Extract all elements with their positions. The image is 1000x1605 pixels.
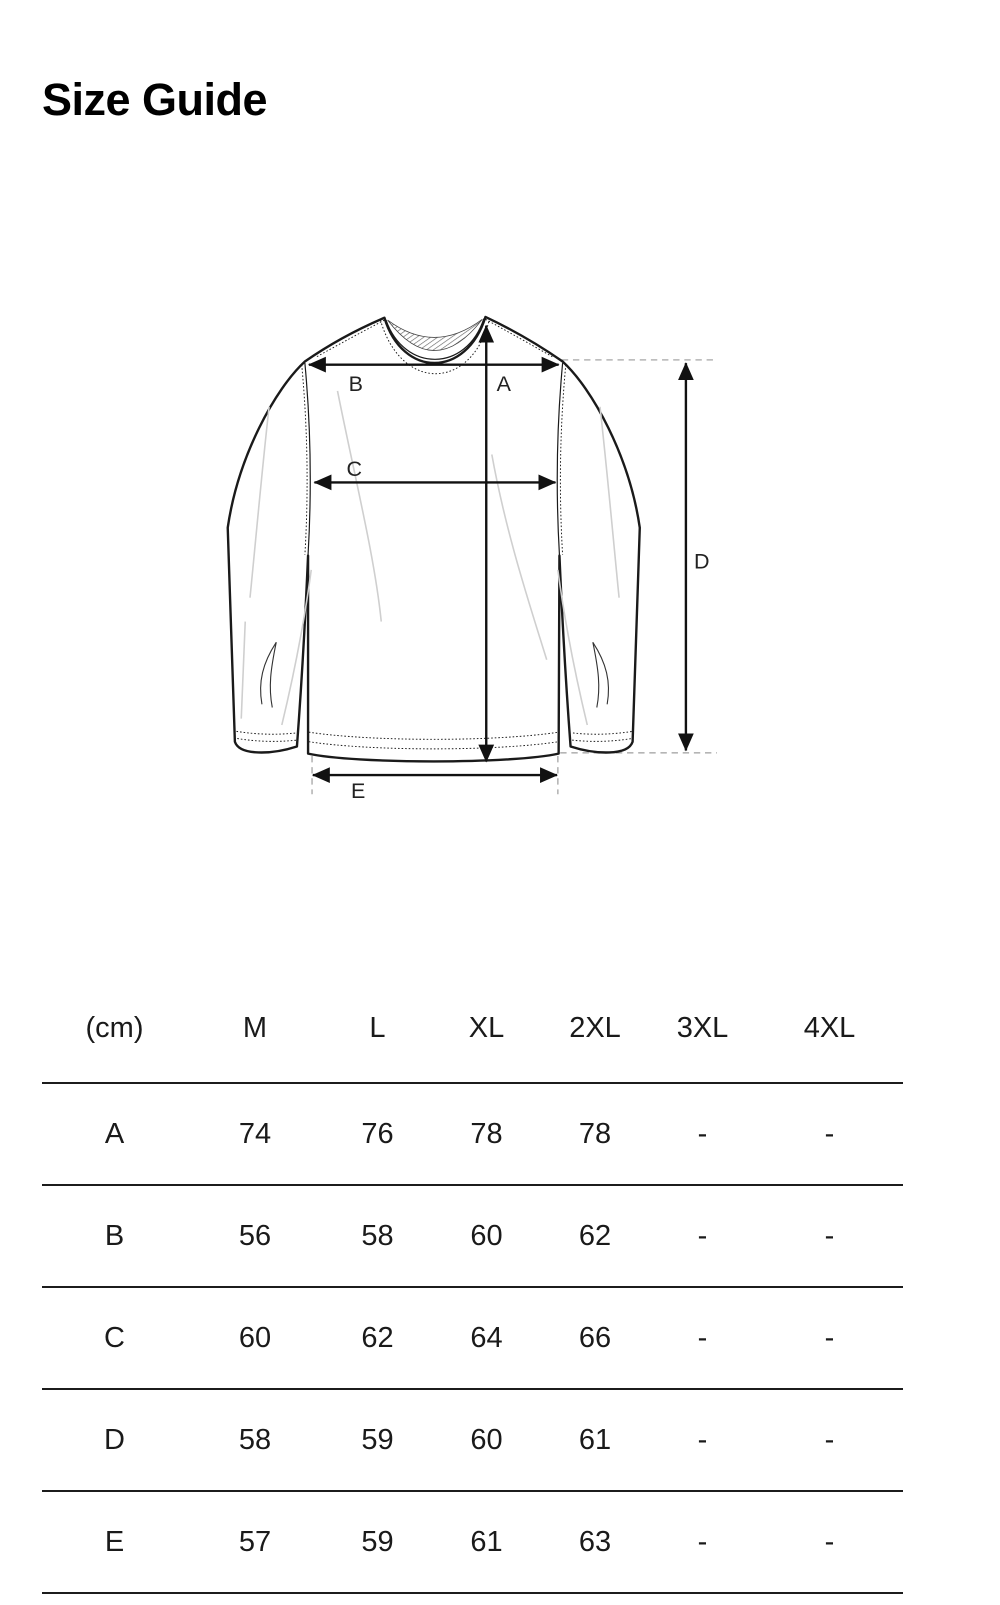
cell-value: -	[697, 1525, 708, 1558]
cell-value: 59	[361, 1423, 394, 1456]
row-label: A	[104, 1117, 125, 1150]
diagram-label-b: B	[348, 371, 363, 396]
cell-value: 62	[361, 1321, 394, 1354]
cell-value: 60	[470, 1219, 503, 1252]
table-row-d	[42, 1390, 903, 1492]
table-header-size-m: M	[242, 1012, 268, 1044]
table-row-e	[42, 1492, 903, 1594]
cell-value: -	[697, 1219, 708, 1252]
diagram-label-e: E	[351, 779, 366, 804]
cell-value: 64	[470, 1321, 503, 1354]
cell-value: 78	[578, 1117, 612, 1150]
table-row-c	[42, 1288, 903, 1390]
cell-value: 60	[470, 1423, 503, 1456]
cell-value: 57	[238, 1525, 272, 1558]
row-label: E	[104, 1525, 125, 1558]
row-label: B	[104, 1219, 125, 1252]
cell-value: -	[697, 1117, 708, 1150]
cell-value: -	[824, 1117, 835, 1150]
diagram-label-a: A	[496, 371, 511, 396]
table-header-size-3xl: 3XL	[676, 1012, 729, 1044]
cell-value: 62	[578, 1219, 612, 1252]
cell-value: 76	[361, 1117, 394, 1150]
cell-value: -	[824, 1219, 835, 1252]
cell-value: 61	[578, 1423, 612, 1456]
cell-value: 66	[578, 1321, 612, 1354]
table-header-size-l: L	[369, 1012, 386, 1044]
table-header-size-2xl: 2XL	[569, 1012, 621, 1044]
table-row-b	[42, 1186, 903, 1288]
cell-value: 58	[238, 1423, 272, 1456]
table-header-size-4xl: 4XL	[803, 1012, 856, 1044]
diagram-label-c: C	[346, 457, 362, 482]
cell-value: -	[824, 1321, 835, 1354]
cell-value: 63	[578, 1525, 612, 1558]
cell-value: 56	[238, 1219, 272, 1252]
cell-value: 58	[361, 1219, 394, 1252]
cell-value: 60	[238, 1321, 272, 1354]
cell-value: -	[697, 1423, 708, 1456]
table-header-row	[42, 975, 903, 1084]
cell-value: 74	[238, 1117, 272, 1150]
cell-value: 59	[361, 1525, 394, 1558]
table-header-size-xl: XL	[468, 1012, 505, 1044]
cell-value: -	[824, 1423, 835, 1456]
cell-value: 78	[470, 1117, 503, 1150]
row-label: D	[104, 1423, 125, 1456]
cell-value: -	[697, 1321, 708, 1354]
table-header-unit: (cm)	[85, 1012, 144, 1044]
table-row-a	[42, 1084, 903, 1186]
size-table	[42, 975, 903, 1594]
diagram-label-d: D	[694, 549, 710, 574]
cell-value: -	[824, 1525, 835, 1558]
cell-value: 61	[470, 1525, 503, 1558]
page-title: Size Guide	[42, 74, 268, 125]
row-label: C	[104, 1321, 125, 1354]
shirt-measurement-diagram	[180, 220, 880, 880]
